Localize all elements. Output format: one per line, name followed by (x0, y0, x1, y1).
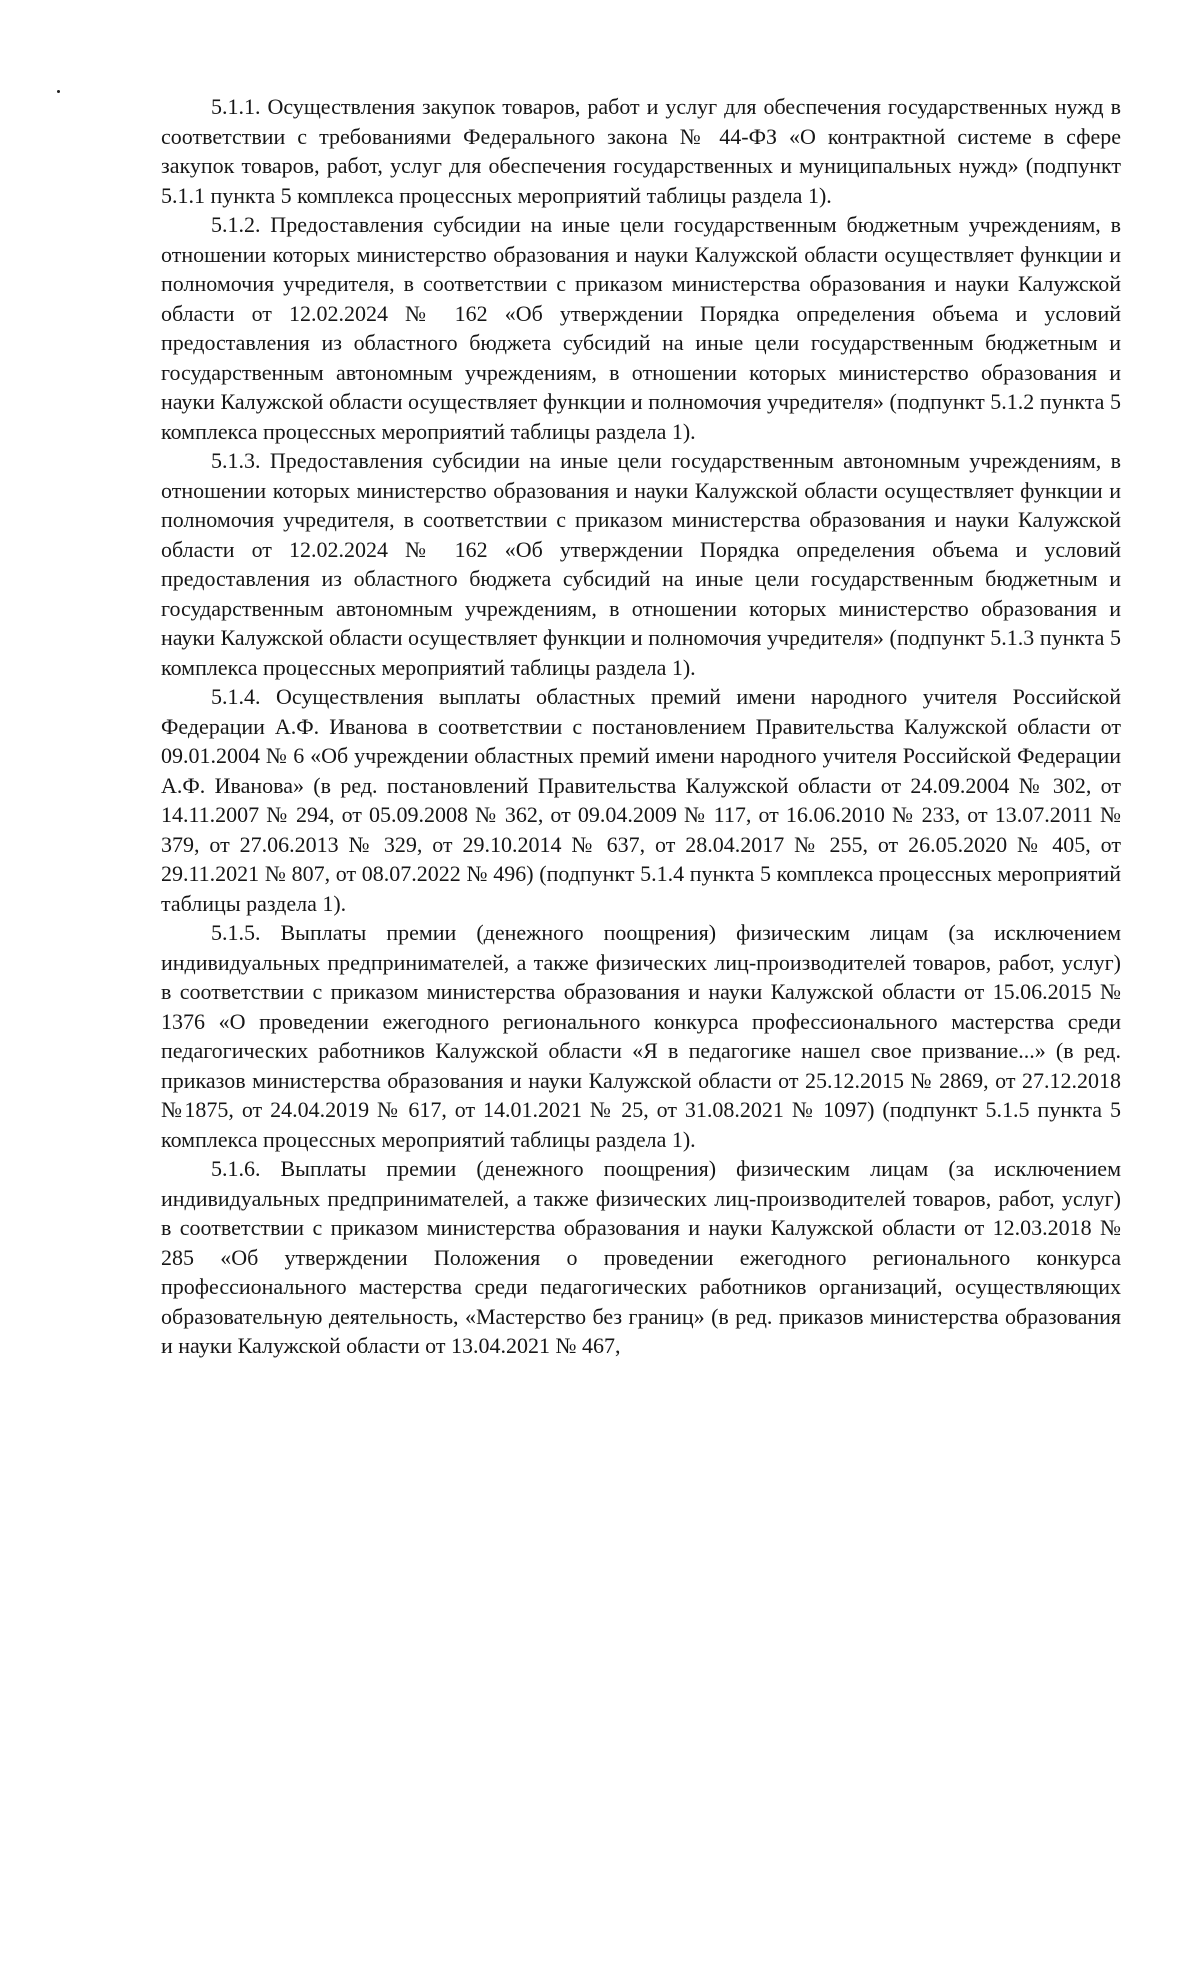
scan-speck (57, 90, 60, 93)
paragraph-5-1-5: 5.1.5. Выплаты премии (денежного поощрения) физическим лицам (за исключением индивидуальных предпринимателей, а также физических лиц-производителей товаров, работ, услуг) в соответствии с приказом министерства образования и науки Калужской области от 15.06.2015 № 1376 «О проведении ежегодного регионального конкурса профессионального мастерства среди педагогических работников Калужской области «Я в педагогике нашел свое призвание...» (в ред. приказов министерства образования и науки Калужской области от 25.12.2015 № 2869, от 27.12.2018 №1875, от 24.04.2019 № 617, от 14.01.2021 № 25, от 31.08.2021 № 1097) (подпункт 5.1.5 пункта 5 комплекса процессных мероприятий таблицы раздела 1). (161, 920, 1121, 1152)
paragraph-5-1-6: 5.1.6. Выплаты премии (денежного поощрения) физическим лицам (за исключением индивидуальных предпринимателей, а также физических лиц-производителей товаров, работ, услуг) в соответствии с приказом министерства образования и науки Калужской области от 12.03.2018 № 285 «Об утверждении Положения о проведении ежегодного регионального конкурса профессионального мастерства среди педагогических работников организаций, осуществляющих образовательную деятельность, «Мастерство без границ» (в ред. приказов министерства образования и науки Калужской области от 13.04.2021 № 467, (161, 1156, 1121, 1358)
paragraph-5-1-3: 5.1.3. Предоставления субсидии на иные цели государственным автономным учреждениям, в отношении которых министерство образования и науки Калужской области осуществляет функции и полномочия учредителя, в соответствии с приказом министерства образования и науки Калужской области от 12.02.2024 № 162 «Об утверждении Порядка определения объема и условий предоставления из областного бюджета субсидий на иные цели государственным бюджетным и государственным автономным учреждениям, в отношении которых министерство образования и науки Калужской области осуществляет функции и полномочия учредителя» (подпункт 5.1.3 пункта 5 комплекса процессных мероприятий таблицы раздела 1). (161, 448, 1121, 680)
paragraph-5-1-4: 5.1.4. Осуществления выплаты областных премий имени народного учителя Российской Федерации А.Ф. Иванова в соответствии с постановлением Правительства Калужской области от 09.01.2004 № 6 «Об учреждении областных премий имени народного учителя Российской Федерации А.Ф. Иванова» (в ред. постановлений Правительства Калужской области от 24.09.2004 № 302, от 14.11.2007 № 294, от 05.09.2008 № 362, от 09.04.2009 № 117, от 16.06.2010 № 233, от 13.07.2011 № 379, от 27.06.2013 № 329, от 29.10.2014 № 637, от 28.04.2017 № 255, от 26.05.2020 № 405, от 29.11.2021 № 807, от 08.07.2022 № 496) (подпункт 5.1.4 пункта 5 комплекса процессных мероприятий таблицы раздела 1). (161, 684, 1121, 916)
paragraph-5-1-1: 5.1.1. Осуществления закупок товаров, работ и услуг для обеспечения государственных нужд в соответствии с требованиями Федерального закона № 44-ФЗ «О контрактной системе в сфере закупок товаров, работ, услуг для обеспечения государственных и муниципальных нужд» (подпункт 5.1.1 пункта 5 комплекса процессных мероприятий таблицы раздела 1). (161, 94, 1121, 208)
paragraph-5-1-2: 5.1.2. Предоставления субсидии на иные цели государственным бюджетным учреждениям, в отношении которых министерство образования и науки Калужской области осуществляет функции и полномочия учредителя, в соответствии с приказом министерства образования и науки Калужской области от 12.02.2024 № 162 «Об утверждении Порядка определения объема и условий предоставления из областного бюджета субсидий на иные цели государственным бюджетным и государственным автономным учреждениям, в отношении которых министерство образования и науки Калужской области осуществляет функции и полномочия учредителя» (подпункт 5.1.2 пункта 5 комплекса процессных мероприятий таблицы раздела 1). (161, 212, 1121, 444)
document-body (161, 92, 1121, 1361)
